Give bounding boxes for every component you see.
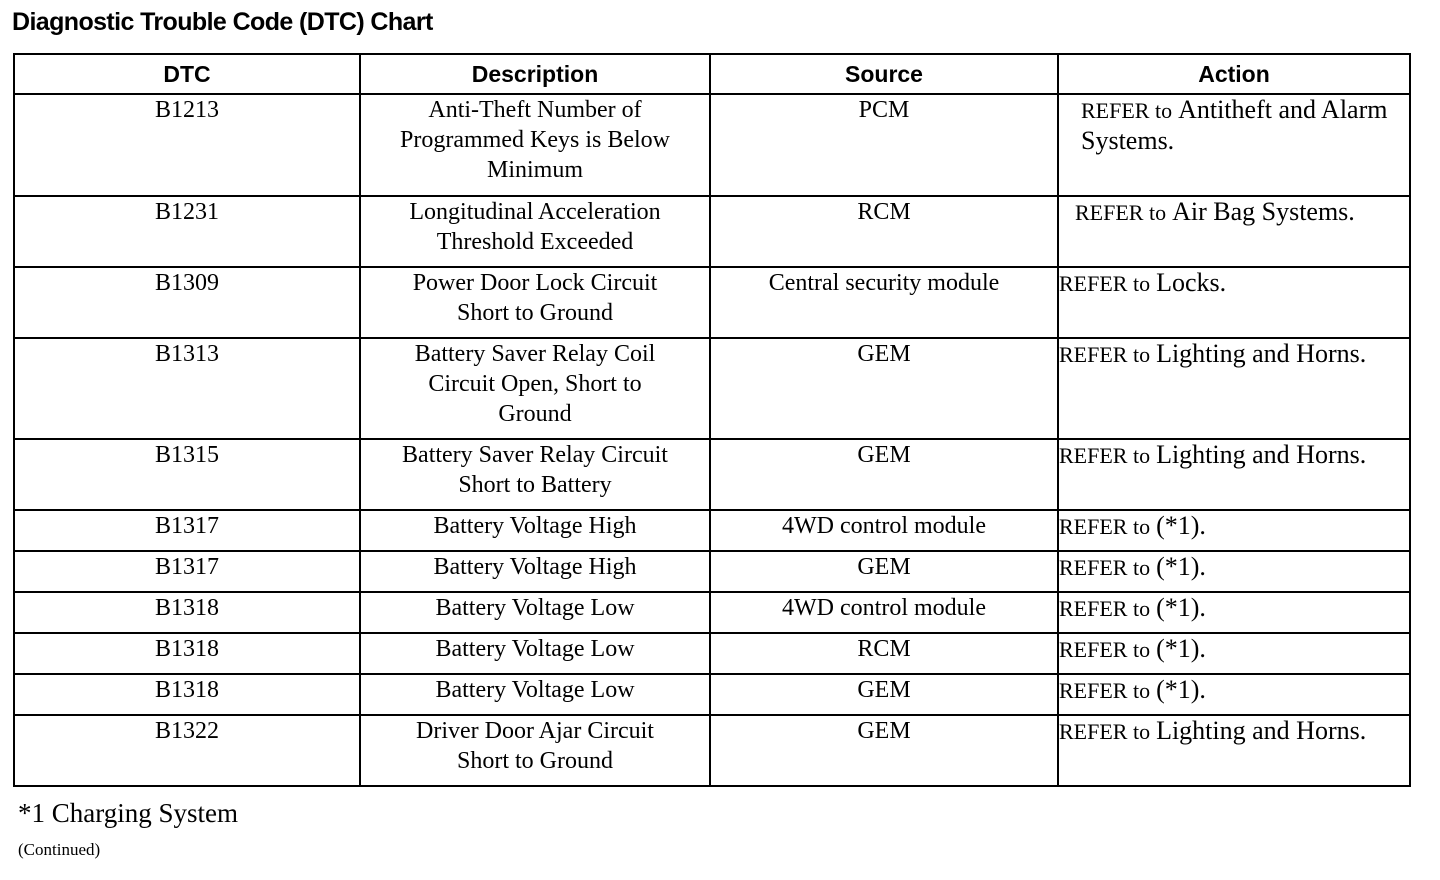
dtc-code: B1213 (14, 94, 360, 196)
dtc-source: Central security module (710, 267, 1058, 338)
action-refer: REFER to (1059, 271, 1151, 296)
action-target: Antitheft and Alarm Systems. (1081, 95, 1388, 155)
dtc-action (1058, 715, 1410, 786)
dtc-description: Driver Door Ajar Circuit Short to Ground (360, 715, 710, 786)
dtc-description: Battery Voltage High (360, 510, 710, 551)
dtc-code: B1318 (14, 633, 360, 674)
dtc-code: B1231 (14, 196, 360, 267)
action-target: (*1). (1156, 593, 1206, 622)
dtc-action (1058, 267, 1410, 338)
action-refer: REFER to (1059, 514, 1151, 539)
table-row (14, 196, 1410, 267)
action-refer: REFER to (1059, 678, 1151, 703)
action-refer: REFER to (1059, 443, 1151, 468)
action-target: Lighting and Horns. (1156, 440, 1367, 469)
action-refer: REFER to (1059, 596, 1151, 621)
dtc-source: GEM (710, 551, 1058, 592)
table-row (14, 338, 1410, 439)
action-target: Lighting and Horns. (1156, 339, 1367, 368)
header-action: Action (1058, 54, 1410, 94)
dtc-action (1058, 592, 1410, 633)
dtc-source: GEM (710, 674, 1058, 715)
dtc-source: GEM (710, 715, 1058, 786)
dtc-code: B1322 (14, 715, 360, 786)
action-target: Air Bag Systems. (1172, 197, 1355, 226)
action-target: (*1). (1156, 552, 1206, 581)
dtc-code: B1313 (14, 338, 360, 439)
action-target: (*1). (1156, 511, 1206, 540)
action-refer: REFER to (1059, 637, 1151, 662)
dtc-source: 4WD control module (710, 592, 1058, 633)
dtc-description: Battery Voltage Low (360, 674, 710, 715)
action-target: Lighting and Horns. (1156, 716, 1367, 745)
dtc-source: 4WD control module (710, 510, 1058, 551)
table-row (14, 510, 1410, 551)
dtc-action (1058, 633, 1410, 674)
header-description: Description (360, 54, 710, 94)
dtc-table (13, 53, 1411, 787)
dtc-action (1058, 551, 1410, 592)
dtc-source: RCM (710, 633, 1058, 674)
dtc-description: Anti-Theft Number of Programmed Keys is Below Minimum (360, 94, 710, 196)
dtc-code: B1318 (14, 674, 360, 715)
table-row (14, 94, 1410, 196)
page-title: Diagnostic Trouble Code (DTC) Chart (12, 8, 433, 36)
dtc-action (1058, 510, 1410, 551)
action-refer: REFER to (1059, 342, 1151, 367)
dtc-description: Battery Voltage Low (360, 592, 710, 633)
dtc-description: Power Door Lock Circuit Short to Ground (360, 267, 710, 338)
header-dtc: DTC (14, 54, 360, 94)
header-source: Source (710, 54, 1058, 94)
dtc-code: B1315 (14, 439, 360, 510)
dtc-source: PCM (710, 94, 1058, 196)
table-row (14, 674, 1410, 715)
footnote: *1 Charging System (18, 798, 239, 828)
dtc-code: B1309 (14, 267, 360, 338)
dtc-action (1058, 338, 1410, 439)
dtc-action (1058, 674, 1410, 715)
table-row (14, 439, 1410, 510)
table-row (14, 592, 1410, 633)
action-refer: REFER to (1081, 98, 1173, 123)
dtc-source: GEM (710, 439, 1058, 510)
dtc-code: B1317 (14, 510, 360, 551)
dtc-description: Battery Voltage High (360, 551, 710, 592)
dtc-description: Longitudinal Acceleration Threshold Exceeded (360, 196, 710, 267)
dtc-description: Battery Saver Relay Circuit Short to Battery (360, 439, 710, 510)
dtc-description: Battery Voltage Low (360, 633, 710, 674)
table-row (14, 633, 1410, 674)
action-target: (*1). (1156, 675, 1206, 704)
dtc-source: GEM (710, 338, 1058, 439)
action-target: Locks. (1156, 268, 1227, 297)
dtc-action (1058, 439, 1410, 510)
action-refer: REFER to (1075, 200, 1167, 225)
action-target: (*1). (1156, 634, 1206, 663)
dtc-code: B1317 (14, 551, 360, 592)
dtc-code: B1318 (14, 592, 360, 633)
dtc-source: RCM (710, 196, 1058, 267)
header-row (14, 54, 1410, 94)
dtc-description: Battery Saver Relay Coil Circuit Open, Short to Ground (360, 338, 710, 439)
continued-label: (Continued) (18, 840, 101, 859)
table-row (14, 551, 1410, 592)
action-refer: REFER to (1059, 555, 1151, 580)
table-row (14, 267, 1410, 338)
table-row (14, 715, 1410, 786)
action-refer: REFER to (1059, 719, 1151, 744)
dtc-action (1058, 196, 1410, 267)
dtc-action (1058, 94, 1410, 196)
